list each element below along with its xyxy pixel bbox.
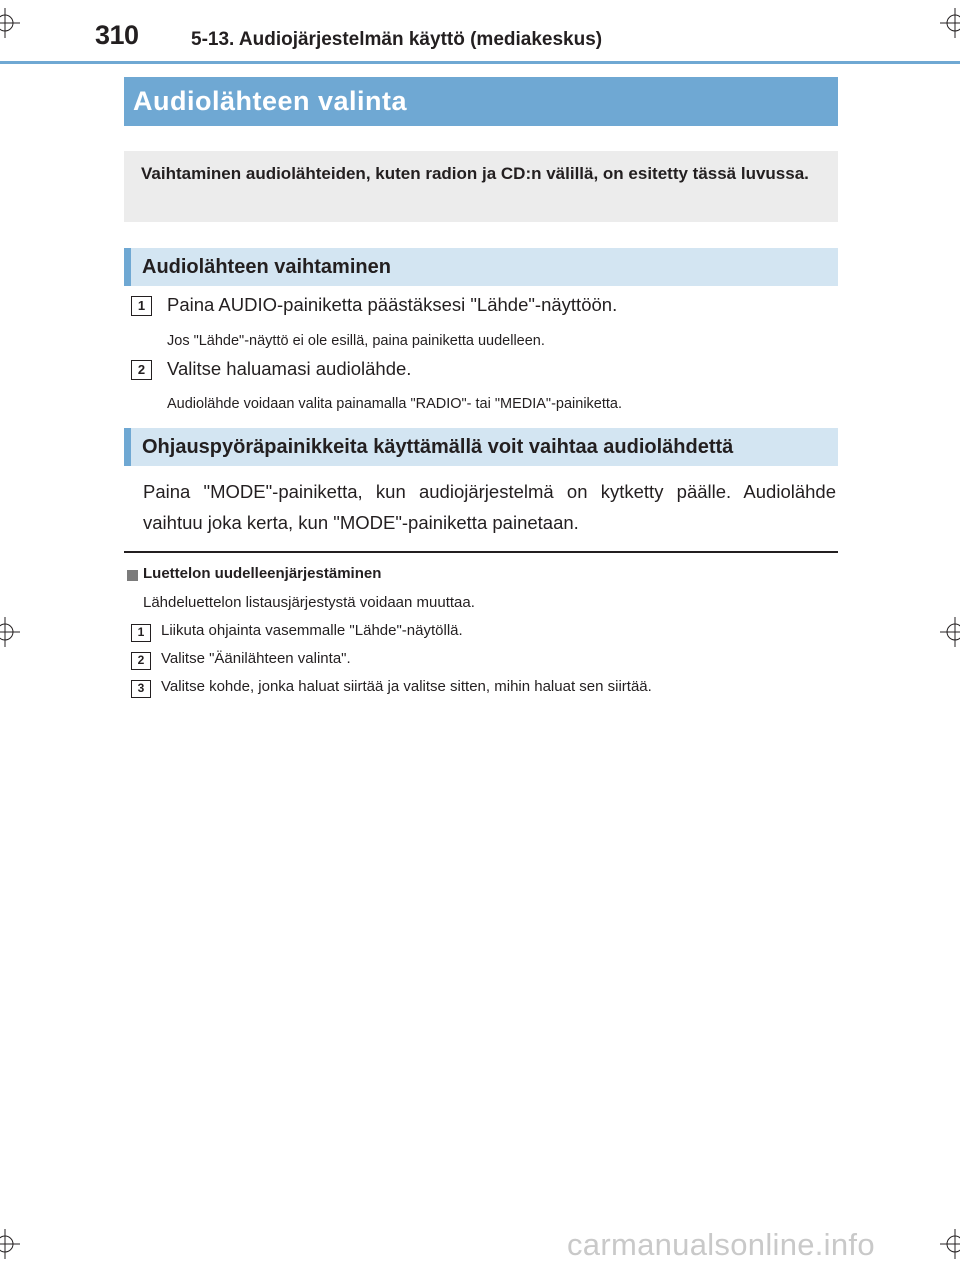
step-2-text: Valitse haluamasi audiolähde.: [167, 358, 412, 379]
mode-paragraph: Paina "MODE"-painiketta, kun audiojärjestelmä on kytketty päälle. Audiolähde vaihtuu joka kerta, kun "MODE"-painiketta painetaan.: [143, 481, 836, 533]
page-number: 310: [95, 20, 139, 50]
sub-step-badge-1: 1: [131, 624, 151, 642]
section-heading-audio-source-switch: Audiolähteen vaihtaminen: [124, 248, 838, 286]
sub-step-badge-3: 3: [131, 680, 151, 698]
square-bullet-icon: [127, 570, 138, 581]
registration-mark-bottom-right-icon: [940, 1229, 960, 1259]
step-badge-2: 2: [131, 360, 152, 380]
page-title: Audiolähteen valinta: [124, 77, 838, 126]
step-1-note: Jos "Lähde"-näyttö ei ole esillä, paina painiketta uudelleen.: [167, 333, 545, 349]
chapter-title: 5-13. Audiojärjestelmän käyttö (mediakeskus): [191, 29, 603, 50]
registration-mark-bottom-left-icon: [0, 1229, 20, 1259]
divider: [124, 551, 838, 553]
section-heading-steering-wheel-buttons: Ohjauspyöräpainikkeita käyttämällä voit vaihtaa audiolähdettä: [124, 428, 838, 466]
subsection-intro: Lähdeluettelon listausjärjestystä voidaan muuttaa.: [143, 594, 475, 611]
registration-mark-top-right-icon: [940, 8, 960, 38]
registration-mark-mid-left-icon: [0, 617, 20, 647]
header-rule: [0, 61, 960, 64]
subsection-heading: Luettelon uudelleenjärjestäminen: [143, 565, 382, 582]
step-2-note: Audiolähde voidaan valita painamalla "RADIO"- tai "MEDIA"-painiketta.: [167, 396, 623, 412]
sub-step-3-text: Valitse kohde, jonka haluat siirtää ja valitse sitten, mihin haluat sen siirtää.: [161, 678, 652, 695]
registration-mark-mid-right-icon: [940, 617, 960, 647]
registration-mark-top-left-icon: [0, 8, 20, 38]
sub-step-badge-2: 2: [131, 652, 151, 670]
watermark: carmanualsonline.info: [567, 1227, 875, 1262]
sub-step-2-text: Valitse "Äänilähteen valinta".: [161, 650, 351, 667]
intro-box: Vaihtaminen audiolähteiden, kuten radion ja CD:n välillä, on esitetty tässä luvussa.: [124, 151, 838, 222]
step-1-text: Paina AUDIO-painiketta päästäksesi "Lähde"-näyttöön.: [167, 294, 618, 315]
sub-step-1-text: Liikuta ohjainta vasemmalle "Lähde"-näytöllä.: [161, 622, 463, 639]
step-badge-1: 1: [131, 296, 152, 316]
